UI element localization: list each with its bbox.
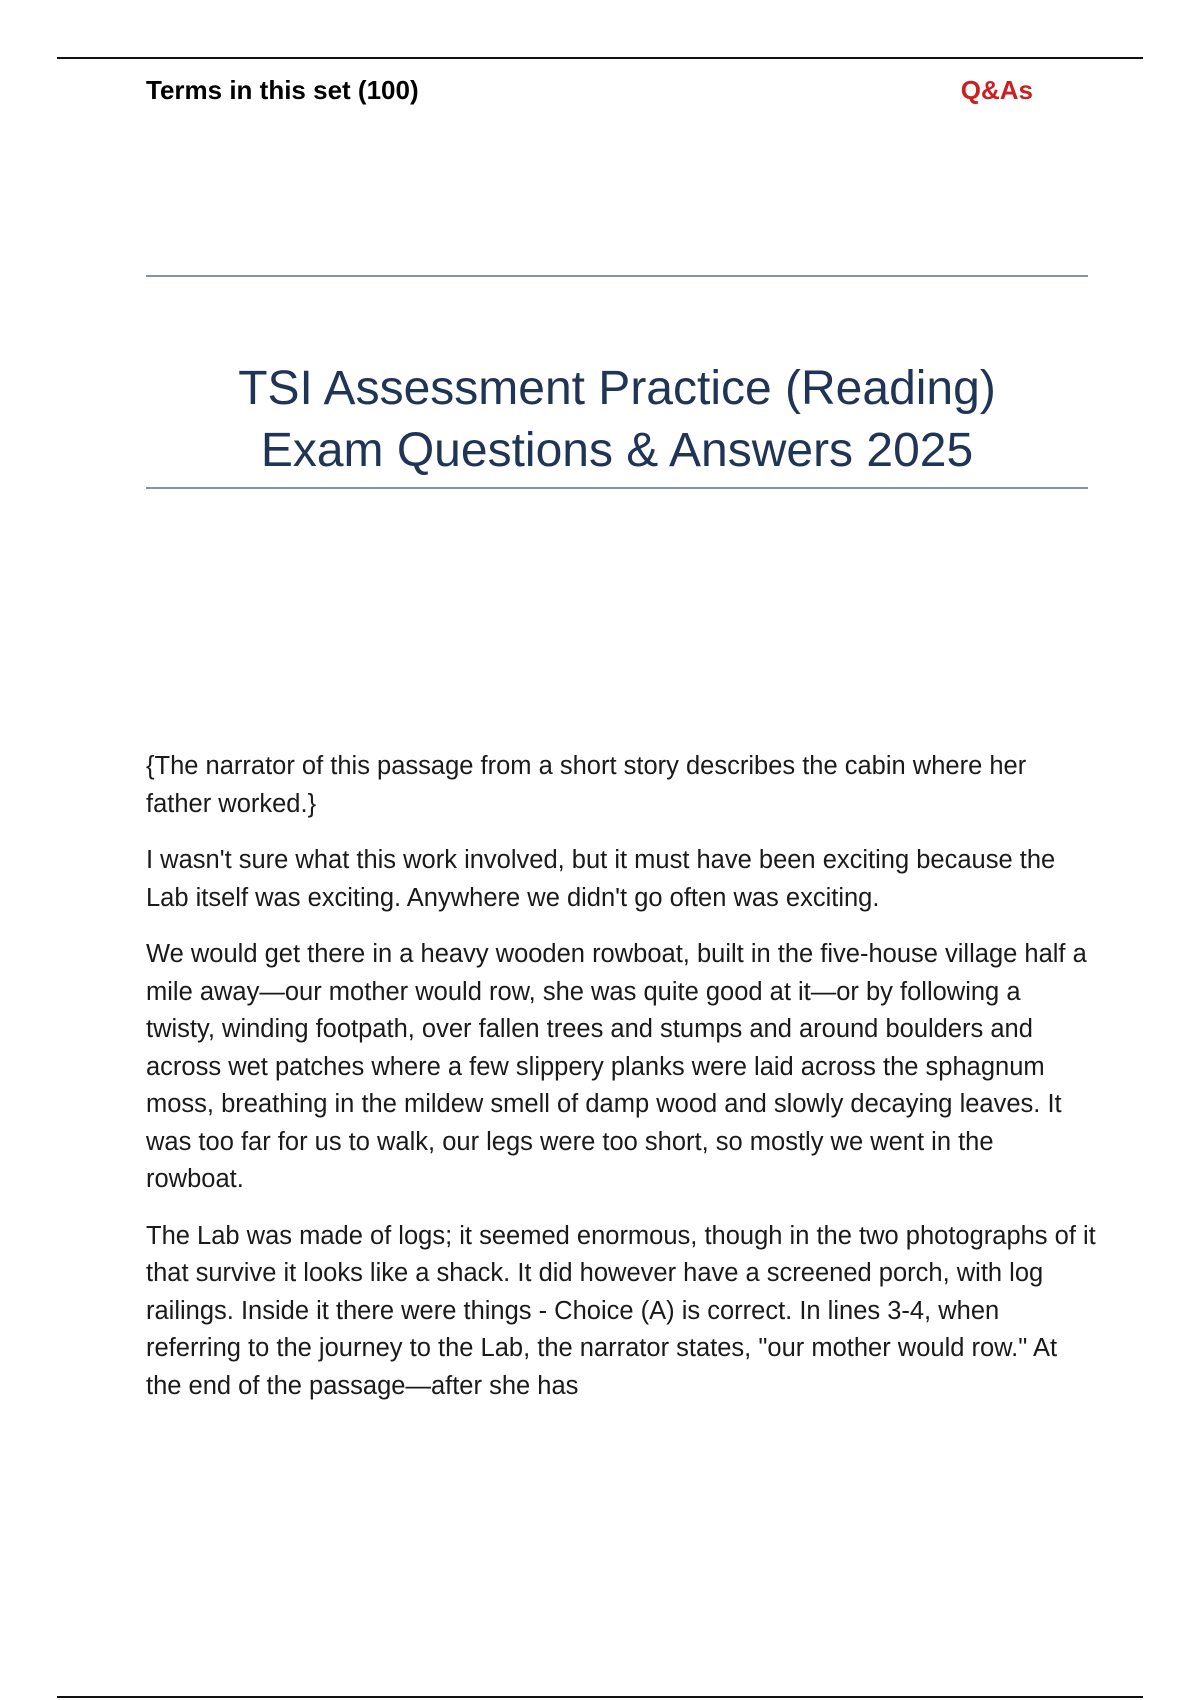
passage-paragraph: I wasn't sure what this work involved, but it must have been exciting because the Lab itself was exciting. Anywhere we didn't go often was exciting.	[146, 846, 1056, 912]
qa-label: Q&As	[960, 75, 1033, 105]
passage-body	[146, 748, 1096, 1424]
top-border-rule	[57, 57, 1143, 59]
bottom-border-rule	[57, 1696, 1143, 1698]
passage-paragraph: The Lab was made of logs; it seemed enormous, though in the two photographs of it that survive it looks like a shack. It did however have a screened porch, with log railings. Inside it there were things - Choice (A) is correct. In lines 3-4, when referring to the journey to the Lab, the narrator states, "our mother would row." At the end of the passage—after she has	[146, 1221, 1096, 1400]
passage-paragraph: We would get there in a heavy wooden rowboat, built in the five-house village half a mile away—our mother would row, she was quite good at it—or by following a twisty, winding footpath, over fallen trees and stumps and around boulders and across wet patches where a few slippery planks were laid across the sphagnum moss, breathing in the mildew smell of damp wood and slowly decaying leaves. It was too far for us to walk, our legs were too short, so mostly we went in the rowboat.	[146, 940, 1087, 1193]
title-top-rule	[146, 275, 1088, 277]
title-line-1: TSI Assessment Practice (Reading)	[238, 362, 996, 415]
passage-paragraph: {The narrator of this passage from a short story describes the cabin where her father worked.}	[146, 752, 1027, 818]
document-title	[146, 358, 1088, 482]
title-bottom-rule	[146, 487, 1088, 489]
title-line-2: Exam Questions & Answers 2025	[260, 424, 974, 477]
terms-count-label: Terms in this set (100)	[146, 75, 419, 105]
